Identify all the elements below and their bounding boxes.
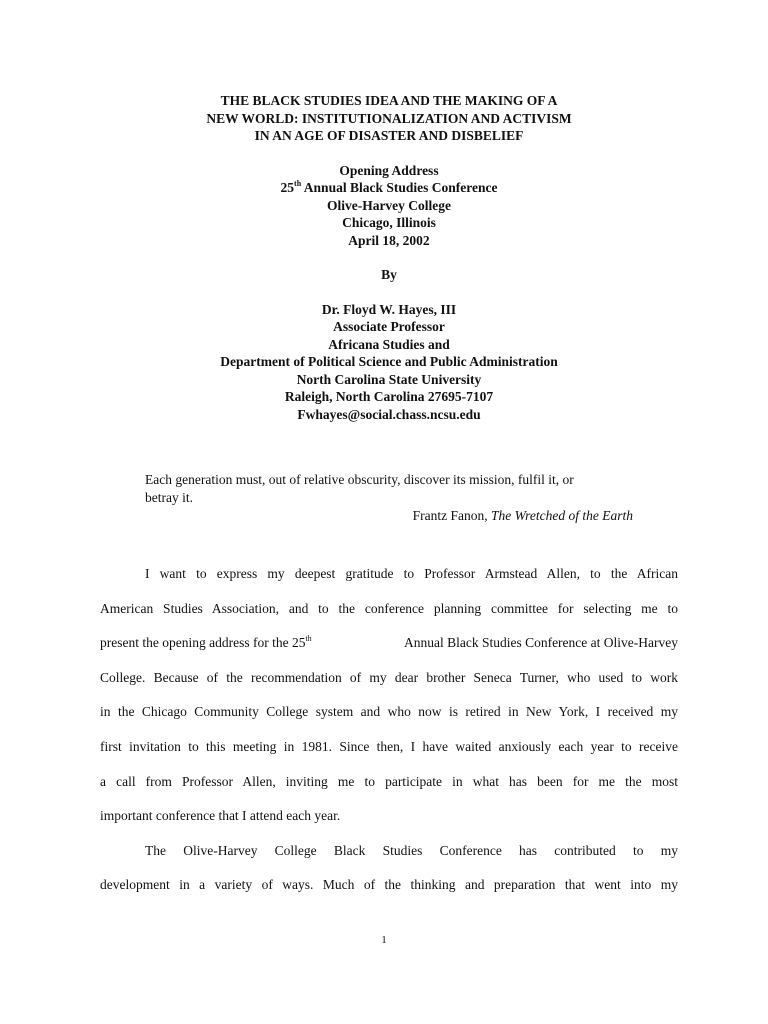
body-line: College. Because of the recommendation of my dear brother Seneca Turner, who used to work — [100, 669, 678, 685]
body-line: development in a variety of ways. Much of the thinking and preparation that went into my — [100, 877, 678, 893]
body-line: in the Chicago Community College system and who now is retired in New York, I received my — [100, 704, 678, 720]
body-line: The Olive-Harvey College Black Studies Conference has contributed to my — [145, 842, 678, 858]
epigraph-line-2: betray it. — [145, 490, 193, 505]
event-date: April 18, 2002 — [348, 232, 430, 248]
body-line-pre: present the opening address for the 25 — [100, 635, 306, 651]
body-text — [100, 557, 678, 903]
epigraph — [145, 471, 633, 525]
event-label: Opening Address — [339, 162, 439, 178]
body-line-part-a — [100, 626, 312, 661]
body-line: a call from Professor Allen, inviting me to participate in what has been for me the most — [100, 773, 678, 789]
conference-line — [100, 179, 678, 197]
author-university: North Carolina State University — [296, 371, 482, 387]
body-line-with-ordinal — [100, 626, 678, 661]
body-line-ordinal: th — [305, 634, 312, 644]
event-venue: Olive-Harvey College — [326, 197, 452, 213]
body-line: I want to express my deepest gratitude to Professor Armstead Allen, to the African — [145, 566, 678, 581]
author-position: Associate Professor — [333, 319, 445, 334]
title-line-2: NEW WORLD: INSTITUTIONALIZATION AND ACTIVISM — [206, 110, 572, 126]
epigraph-work: The Wretched of the Earth — [491, 508, 633, 523]
body-line: first invitation to this meeting in 1981. Since then, I have waited anxiously each year to receive — [100, 738, 678, 754]
title-line-1: THE BLACK STUDIES IDEA AND THE MAKING OF A — [220, 93, 558, 108]
author-dept-2: Department of Political Science and Public Administration — [220, 354, 558, 369]
event-city: Chicago, Illinois — [342, 215, 436, 230]
body-line: important conference that I attend each year. — [100, 808, 341, 824]
page-number: 1 — [381, 934, 387, 946]
title-block — [100, 92, 678, 423]
author-dept-1: Africana Studies and — [328, 336, 450, 352]
title-line-3: IN AN AGE OF DISASTER AND DISBELIEF — [254, 128, 524, 143]
author-email: Fwhayes@social.chass.ncsu.edu — [297, 406, 481, 422]
body-line: American Studies Association, and to the conference planning committee for selecting me to — [100, 600, 678, 616]
conference-name: Annual Black Studies Conference — [301, 180, 498, 195]
author-address: Raleigh, North Carolina 27695-7107 — [284, 389, 494, 404]
conference-ordinal: th — [294, 179, 302, 188]
by-label: By — [381, 267, 397, 282]
author-name: Dr. Floyd W. Hayes, III — [321, 301, 457, 317]
epigraph-author: Frantz Fanon, — [412, 508, 492, 523]
conference-number: 25 — [280, 180, 295, 195]
epigraph-line-1: Each generation must, out of relative obscurity, discover its mission, fulfil it, or — [145, 472, 574, 487]
body-line-post: Annual Black Studies Conference at Olive-Harvey — [401, 635, 678, 651]
epigraph-attribution — [145, 507, 633, 525]
